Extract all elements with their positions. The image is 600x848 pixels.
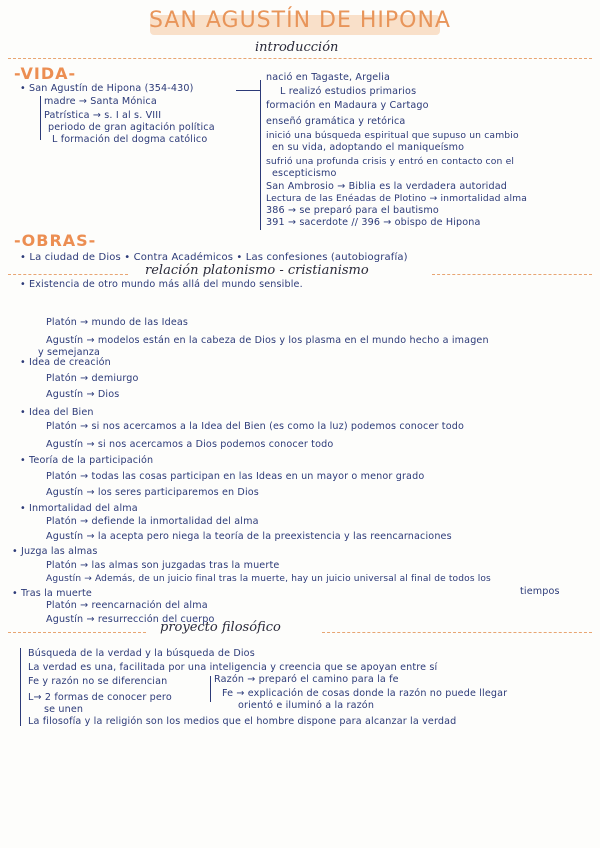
vida-right-9: Lectura de las Enéadas de Plotino → inmortalidad alma	[266, 193, 528, 204]
relacion-line-1: Platón → mundo de las Ideas	[46, 317, 189, 328]
relacion-line-17: Platón → las almas son juzgadas tras la muerte	[46, 560, 280, 571]
proyecto-line-4: Fe → explicación de cosas donde la razón no puede llegar	[222, 688, 508, 699]
vida-right-6: sufrió una profunda crisis y entró en contacto con el	[266, 156, 515, 167]
relacion-line-10: • Teoría de la participación	[20, 455, 154, 466]
relacion-line-22: Agustín → resurrección del cuerpo	[46, 614, 215, 625]
vida-right-10: 386 → se preparó para el bautismo	[266, 205, 439, 216]
relacion-heading: relación platonismo - cristianismo	[145, 263, 369, 278]
relacion-line-2: Agustín → modelos están en la cabeza de Dios y los plasma en el mundo hecho a imagen	[46, 335, 489, 346]
vida-right-4: inició una búsqueda espiritual que supuso un cambio	[266, 130, 519, 141]
vida-right-11: 391 → sacerdote // 396 → obispo de Hipona	[266, 217, 481, 228]
vida-left-4: L formación del dogma católico	[52, 134, 208, 145]
vida-right-2: formación en Madaura y Cartago	[266, 100, 429, 111]
relacion-line-5: Platón → demiurgo	[46, 373, 139, 384]
tree-line	[20, 648, 21, 726]
proyecto-line-3: Razón → preparó el camino para la fe	[214, 674, 399, 685]
divider	[322, 632, 592, 633]
vida-right-5: en su vida, adoptando el maniqueísmo	[272, 142, 465, 153]
relacion-line-20: • Tras la muerte	[12, 588, 92, 599]
vida-left-3: periodo de gran agitación política	[48, 122, 215, 133]
vida-right-3: enseñó gramática y retórica	[266, 116, 406, 127]
divider	[8, 632, 146, 633]
vida-right-1: L realizó estudios primarios	[280, 86, 417, 97]
vida-right-8: San Ambrosio → Biblia es la verdadera autoridad	[266, 181, 508, 192]
proyecto-line-7: se unen	[44, 704, 84, 715]
relacion-line-4: • Idea de creación	[20, 357, 111, 368]
relacion-line-9: Agustín → si nos acercamos a Dios podemos conocer todo	[46, 439, 334, 450]
tree-line	[260, 80, 261, 230]
obras-line: • La ciudad de Dios • Contra Académicos • Las confesiones (autobiografía)	[20, 252, 408, 263]
relacion-line-16: • Juzga las almas	[12, 546, 98, 557]
vida-left-1: madre → Santa Mónica	[44, 96, 157, 107]
relacion-line-7: • Idea del Bien	[20, 407, 94, 418]
connector	[236, 90, 260, 91]
proyecto-heading: proyecto filosófico	[160, 620, 281, 635]
vida-right-0: nació en Tagaste, Argelia	[266, 72, 391, 83]
relacion-line-0: • Existencia de otro mundo más allá del mundo sensible.	[20, 279, 303, 290]
tree-line	[40, 96, 41, 140]
vida-left-2: Patrística → s. I al s. VIII	[44, 110, 162, 121]
proyecto-line-2: Fe y razón no se diferencian	[28, 676, 168, 687]
proyecto-line-5: orientó e iluminó a la razón	[238, 700, 375, 711]
intro-heading: introducción	[255, 40, 339, 55]
relacion-line-19: tiempos	[520, 586, 560, 597]
relacion-line-18: Agustín → Además, de un juicio final tras la muerte, hay un juicio universal al final de todos los	[46, 574, 491, 584]
obras-heading: -OBRAS-	[14, 231, 97, 250]
relacion-line-11: Platón → todas las cosas participan en las Ideas en un mayor o menor grado	[46, 471, 425, 482]
relacion-line-12: Agustín → los seres participaremos en Dios	[46, 487, 259, 498]
page-title: SAN AGUSTÍN DE HIPONA	[149, 8, 451, 33]
proyecto-line-0: Búsqueda de la verdad y la búsqueda de Dios	[28, 648, 255, 659]
proyecto-line-8: La filosofía y la religión son los medios que el hombre dispone para alcanzar la verdad	[28, 716, 457, 727]
relacion-line-8: Platón → si nos acercamos a la Idea del Bien (es como la luz) podemos conocer todo	[46, 421, 464, 432]
divider	[8, 58, 592, 59]
relacion-line-15: Agustín → la acepta pero niega la teoría de la preexistencia y las reencarnaciones	[46, 531, 452, 542]
proyecto-line-6: L→ 2 formas de conocer pero	[28, 692, 172, 703]
relacion-line-14: Platón → defiende la inmortalidad del alma	[46, 516, 259, 527]
relacion-line-21: Platón → reencarnación del alma	[46, 600, 208, 611]
vida-heading: -VIDA-	[14, 64, 77, 83]
tree-line	[210, 676, 211, 702]
proyecto-line-1: La verdad es una, facilitada por una inteligencia y creencia que se apoyan entre sí	[28, 662, 438, 673]
divider	[8, 274, 128, 275]
vida-right-7: escepticismo	[272, 168, 337, 179]
vida-left-0: • San Agustín de Hipona (354-430)	[20, 83, 194, 94]
relacion-line-6: Agustín → Dios	[46, 389, 120, 400]
relacion-line-3: y semejanza	[38, 347, 101, 358]
relacion-line-13: • Inmortalidad del alma	[20, 503, 138, 514]
divider	[432, 274, 592, 275]
